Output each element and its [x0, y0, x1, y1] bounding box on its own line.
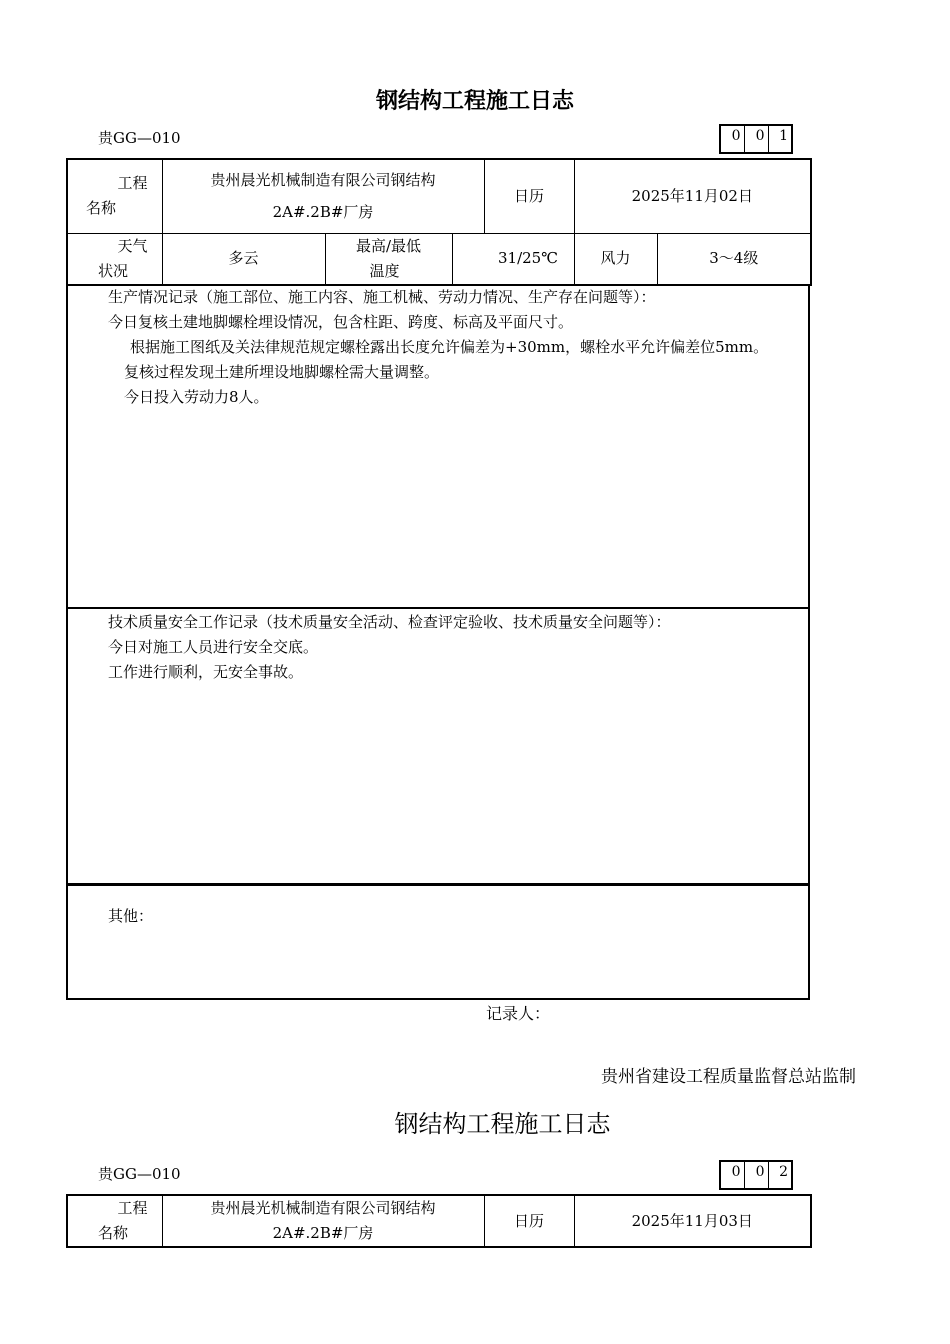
serial-digit: 0: [744, 1161, 768, 1189]
wind-label: 风力: [574, 233, 657, 285]
header-table-2: [66, 1194, 812, 1248]
page-title: 钢结构工程施工日志: [375, 89, 574, 114]
quality-heading: 技术质量安全工作记录（技术质量安全活动、检查评定验收、技术质量安全问题等）：: [108, 613, 671, 631]
weather-label: 天气 状况: [67, 233, 162, 285]
production-line: 根据施工图纸及关法律规范规定螺栓露出长度允许偏差为+30mm，螺栓水平允许偏差位5mm。: [130, 338, 769, 356]
date-value-2: 2025年11月03日: [574, 1195, 811, 1247]
recorder-label: 记录人：: [486, 1004, 551, 1023]
temperature-label: 最高/最低 温度: [325, 233, 452, 285]
other-label: 其他：: [108, 907, 154, 925]
project-name-label-2: 工程 名称: [67, 1195, 162, 1247]
date-value: 2025年11月02日: [574, 159, 811, 233]
production-heading: 生产情况记录（施工部位、施工内容、施工机械、劳动力情况、生产存在问题等）：: [108, 288, 656, 306]
serial-digit: 0: [720, 1161, 744, 1189]
serial-digit: 2: [768, 1161, 792, 1189]
other-section: [66, 884, 810, 1000]
form-code: 贵GG—010: [98, 129, 181, 147]
serial-digit: 0: [720, 125, 744, 153]
header-table: [66, 158, 812, 286]
serial-digit: 1: [768, 125, 792, 153]
quality-line: 工作进行顺利，无安全事故。: [108, 663, 304, 681]
temperature-value: 31/25℃: [452, 233, 574, 285]
production-record-text: [76, 285, 806, 410]
production-line: 复核过程发现土建所埋设地脚螺栓需大量调整。: [124, 363, 440, 381]
weather-value: 多云: [162, 233, 325, 285]
serial-number-boxes-2: [719, 1160, 793, 1190]
project-name-value-2: 贵州晨光机械制造有限公司钢结构 2A#.2B#厂房: [162, 1195, 484, 1247]
date-label-2: 日历: [484, 1195, 574, 1247]
quality-line: 今日对施工人员进行安全交底。: [108, 638, 319, 656]
page-title-2: 钢结构工程施工日志: [394, 1110, 611, 1138]
production-line: 今日复核土建地脚螺栓埋设情况，包含柱距、跨度、标高及平面尺寸。: [108, 313, 574, 331]
form-code-2: 贵GG—010: [98, 1165, 181, 1183]
serial-digit: 0: [744, 125, 768, 153]
project-name-value: 贵州晨光机械制造有限公司钢结构 2A#.2B#厂房: [162, 159, 484, 233]
serial-number-boxes: [719, 124, 793, 154]
production-line: 今日投入劳动力8人。: [124, 388, 269, 406]
wind-value: 3～4级: [657, 233, 811, 285]
supervisor-note: 贵州省建设工程质量监督总站监制: [601, 1067, 856, 1087]
quality-safety-text: [108, 610, 808, 685]
date-label: 日历: [484, 159, 574, 233]
project-name-label: 工程 名称: [67, 159, 162, 233]
